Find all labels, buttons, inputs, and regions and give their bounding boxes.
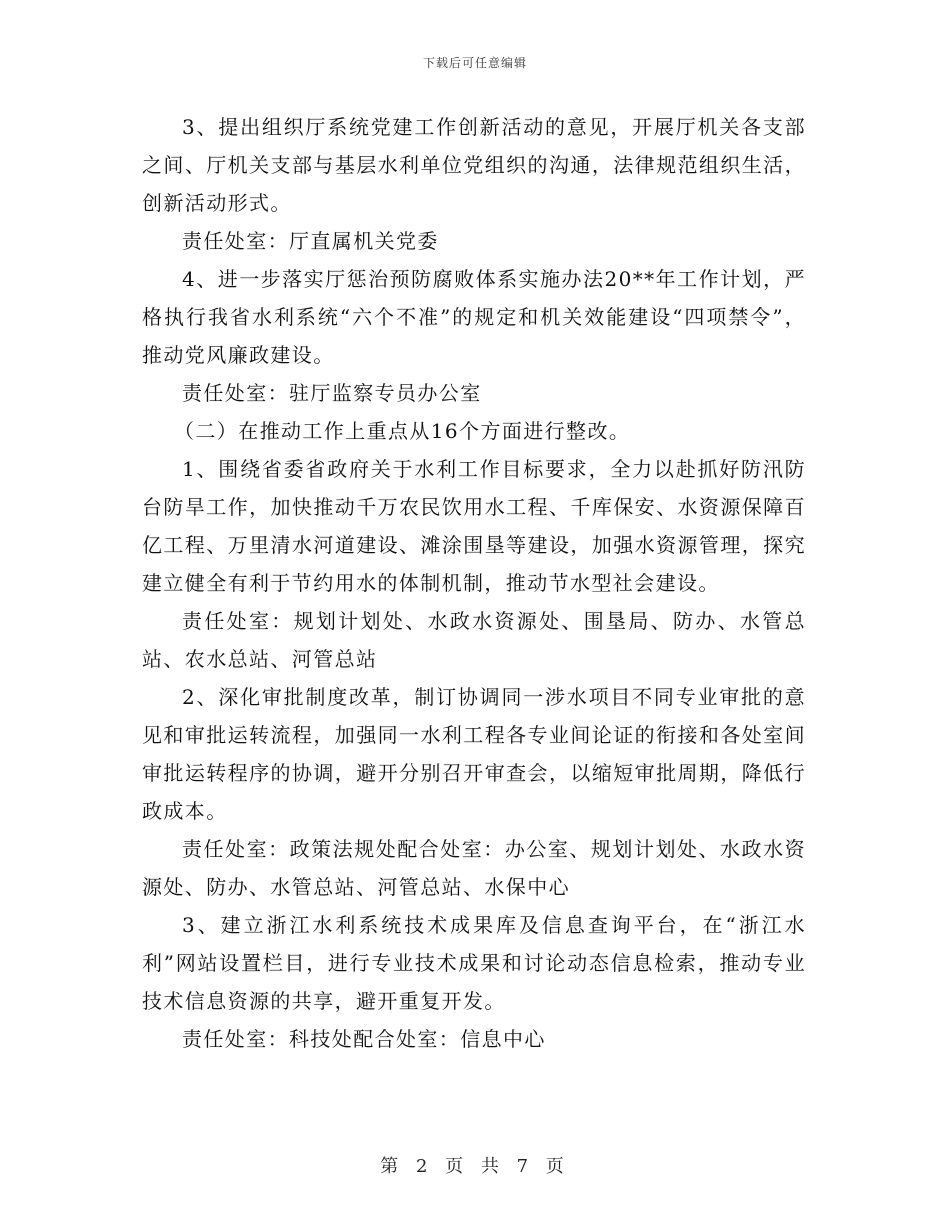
responsibility-line: 责任处室：厅直属机关党委 bbox=[182, 229, 439, 253]
responsibility-line: 责任处室：驻厅监察专员办公室 bbox=[182, 381, 482, 405]
responsibility-line: 责任处室：政策法规处配合处室：办公室、规划计划处、水政水资源处、防办、水管总站、河管总站、水保中心 bbox=[142, 837, 806, 899]
paragraph-item-3-tech-database: 3、建立浙江水利系统技术成果库及信息查询平台，在“浙江水利”网站设置栏目，进行专业技术成果和讨论动态信息检索，推动专业技术信息资源的共享，避开重复开发。 bbox=[142, 913, 806, 1013]
page-number: 第 2 页 共 7 页 bbox=[380, 1156, 570, 1177]
paragraph-item-1-water-goals: 1、围绕省委省政府关于水利工作目标要求，全力以赴抓好防汛防台防旱工作，加快推动千万农民饮用水工程、千库保安、水资源保障百亿工程、万里清水河道建设、滩涂围垦等建设，加强水资源管理，探究建立健全有利于节约用水的体制机制，推动节水型社会建设。 bbox=[142, 457, 806, 595]
document-body bbox=[142, 108, 806, 1058]
responsibility-line: 责任处室：规划计划处、水政水资源处、围垦局、防办、水管总站、农水总站、河管总站 bbox=[142, 609, 806, 671]
paragraph-item-2-approval-reform: 2、深化审批制度改革，制订协调同一涉水项目不同专业审批的意见和审批运转流程，加强同一水利工程各专业间论证的衔接和各处室间审批运转程序的协调，避开分别召开审查会，以缩短审批周期，降低行政成本。 bbox=[142, 685, 806, 823]
paragraph-item-3-party-building: 3、提出组织厅系统党建工作创新活动的意见，开展厅机关各支部之间、厅机关支部与基层水利单位党组织的沟通，法律规范组织生活，创新活动形式。 bbox=[142, 115, 806, 215]
section-heading: （二）在推动工作上重点从16个方面进行整改。 bbox=[174, 419, 631, 443]
paragraph-item-4-anti-corruption: 4、进一步落实厅惩治预防腐败体系实施办法20**年工作计划，严格执行我省水利系统“六个不准”的规定和机关效能建设“四项禁令”，推动党风廉政建设。 bbox=[142, 267, 806, 367]
responsibility-line: 责任处室：科技处配合处室：信息中心 bbox=[182, 1027, 546, 1051]
header-note: 下载后可任意编辑 bbox=[422, 56, 527, 70]
